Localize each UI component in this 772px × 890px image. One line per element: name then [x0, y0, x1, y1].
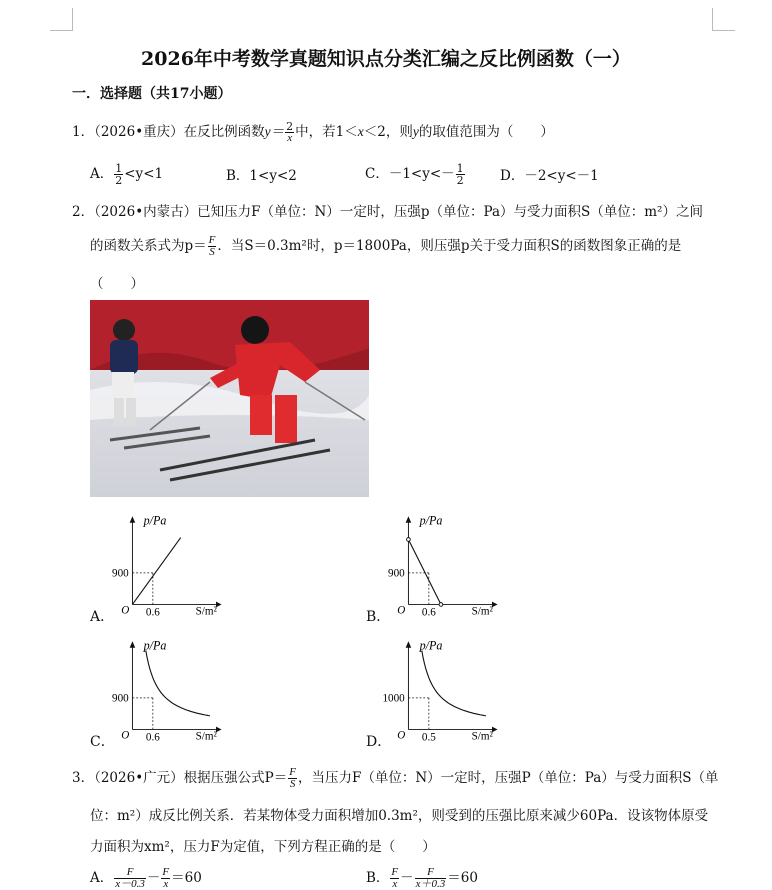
open-endpoint [439, 603, 443, 607]
q1-option-b[interactable]: B．1<y<2 [226, 168, 297, 184]
open-endpoint [407, 538, 411, 542]
q1-prefix: 1．（2026•重庆）在反比例函数 [72, 124, 265, 140]
q3-a-minus: － [146, 870, 161, 886]
question-3-line-1 [72, 766, 719, 790]
q1-frac-den: x [287, 132, 293, 144]
q1-option-a-num: 1 [115, 162, 123, 175]
q1-var-x: x [357, 124, 364, 139]
y-axis-label: p/Pa [419, 513, 443, 528]
document-title: 2026年中考数学真题知识点分类汇编之反比例函数（一） [141, 48, 631, 70]
q3-line1-a: 3．（2026•广元）根据压强公式P＝ [72, 770, 288, 786]
q1-option-a-label: A． [90, 166, 114, 182]
q2-option-d-label[interactable]: D． [366, 734, 392, 750]
y-axis-arrow [130, 516, 136, 523]
q1-func-lhs: y＝ [264, 124, 285, 139]
q3-b-f2-den: x＋0.3 [415, 878, 446, 890]
q3-b-minus: － [400, 870, 414, 886]
q3-b-f1-num: F [391, 866, 399, 878]
q3-line1-b: ，当压力F（单位：N）一定时，压强P（单位：Pa）与受力面积S（单 [297, 770, 719, 786]
q3-a-f2-num: F [162, 866, 170, 878]
q2-line2-b: ．当S＝0.3m²时，p＝1800Pa，则压强p关于受力面积S的函数图象正确的是 [217, 238, 682, 254]
function-curve [408, 539, 441, 604]
q1-option-c-text: C．－1<y<－ [365, 166, 455, 182]
question-3-line-2: 位：m²）成反比例关系．若某物体受力面积增加0.3m²，则受到的压强比原来减少60Pa．设该物体原受 [90, 808, 709, 824]
q3-option-a-frac1 [114, 867, 146, 890]
q2-fraction [208, 235, 217, 258]
q1-frac-num: 2 [286, 120, 294, 133]
q3-a-f1-den: x－0.3 [115, 878, 145, 890]
x-axis-label: S/m² [471, 605, 493, 618]
q1-option-c-den: 2 [456, 174, 464, 187]
q3-frac-den: S [289, 778, 296, 790]
y-tick-label: 900 [388, 567, 405, 580]
q3-option-b-label: B． [366, 870, 390, 886]
q3-option-a-label: A． [90, 870, 114, 886]
q1-fraction [285, 121, 294, 144]
page-corner-mark [50, 8, 73, 31]
x-axis-label: S/m² [471, 730, 493, 743]
q2-graph-b [388, 505, 518, 625]
q2-graph-a [112, 505, 242, 625]
x-tick-label: 0.6 [421, 606, 436, 619]
question-3-line-3: 力面积为xm²，压力F为定值，下列方程正确的是（ ） [90, 839, 436, 855]
q1-option-a-rest: <y<1 [124, 166, 164, 182]
x-axis-label: S/m² [195, 730, 217, 743]
q1-cond: ＜2，则 [363, 124, 413, 140]
q2-option-b-label[interactable]: B． [366, 609, 391, 625]
q3-option-b[interactable] [366, 866, 478, 890]
q3-option-b-frac1 [390, 867, 399, 890]
x-tick-label: 0.5 [421, 731, 436, 744]
x-tick-label: 0.6 [145, 606, 160, 619]
q3-option-b-frac2 [415, 867, 447, 890]
y-tick-label: 900 [112, 692, 129, 705]
q3-b-f1-den: x [392, 878, 398, 890]
q1-suffix: 的取值范围为（ ） [418, 124, 554, 140]
q3-frac-num: F [289, 766, 296, 778]
q3-option-a[interactable] [90, 866, 202, 890]
q2-option-a-label[interactable]: A． [90, 609, 115, 625]
question-2-line-3: （ ） [90, 276, 144, 292]
q1-option-c-fraction [456, 163, 465, 186]
function-curve [146, 651, 210, 716]
q3-a-end: ＝60 [171, 870, 202, 886]
skiers-photo [90, 300, 369, 497]
q2-line2-a: 的函数关系式为p＝ [90, 238, 207, 254]
q3-b-f2-num: F [415, 867, 447, 879]
q3-a-f2-den: x [163, 878, 169, 890]
question-2-line-1: 2．（2026•内蒙古）已知压力F（单位：N）一定时，压强p（单位：Pa）与受力面积S（单位：m²）之间 [72, 204, 703, 220]
q1-option-a-fraction [114, 163, 123, 186]
section-heading: 一．选择题（共17小题） [72, 86, 232, 102]
function-curve [422, 651, 486, 716]
origin-label: O [397, 604, 406, 617]
q2-frac-num: F [208, 234, 216, 246]
y-axis-label: p/Pa [419, 638, 443, 653]
y-tick-label: 1000 [382, 692, 405, 705]
page-corner-mark [712, 8, 735, 31]
q3-option-a-frac2 [161, 867, 170, 890]
question-2-line-2 [90, 234, 681, 258]
q1-var-y: y [412, 124, 419, 139]
q3-fraction [288, 767, 297, 790]
q1-option-c[interactable] [365, 162, 466, 186]
q2-frac-den: S [209, 246, 215, 258]
q3-a-f1-num: F [114, 867, 146, 879]
y-axis-arrow [406, 516, 412, 523]
origin-label: O [121, 604, 130, 617]
y-tick-label: 900 [112, 567, 129, 580]
function-curve [132, 538, 180, 605]
y-axis-label: p/Pa [143, 638, 167, 653]
q1-option-c-num: 1 [456, 162, 464, 175]
y-axis-arrow [406, 641, 412, 648]
q2-option-c-label[interactable]: C． [90, 734, 115, 750]
q3-b-end: ＝60 [447, 870, 478, 886]
origin-label: O [121, 729, 130, 742]
q1-option-d[interactable]: D．－2<y<－1 [500, 168, 599, 184]
q1-option-a-den: 2 [115, 174, 123, 187]
question-1 [72, 120, 554, 144]
q1-mid: 中，若1＜ [295, 124, 358, 140]
origin-label: O [397, 729, 406, 742]
x-tick-label: 0.6 [145, 731, 160, 744]
x-axis-label: S/m² [195, 605, 217, 618]
y-axis-arrow [130, 641, 136, 648]
y-axis-label: p/Pa [143, 513, 167, 528]
q2-graph-c [112, 630, 242, 750]
q1-option-a[interactable] [90, 162, 163, 186]
q2-graph-d [382, 630, 518, 750]
